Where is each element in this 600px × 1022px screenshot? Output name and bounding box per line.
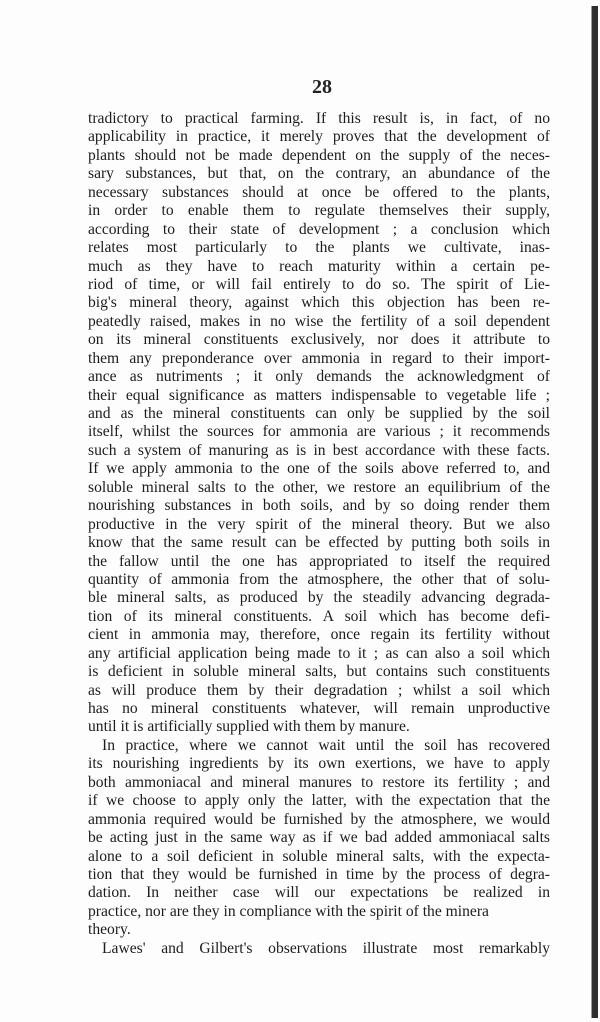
text-line: its nourishing ingredients by its own exertions, we have to apply [88,755,550,773]
text-line: be acting just in the same way as if we bad added ammoniacal salts [88,829,550,847]
text-line: tradictory to practical farming. If this result is, in fact, of no [88,110,550,127]
text-line: their equal significance as matters indispensable to vegetable life ; [88,386,550,404]
text-line: in order to enable them to regulate themselves their supply, [88,202,550,220]
text-line: as will produce them by their degradation ; whilst a soil which [88,681,550,699]
text-line: until it is artificially supplied with them by manure. [88,718,410,736]
text-line: tion that they would be furnished in time by the process of degra- [88,865,550,883]
text-line: theory. [88,921,131,939]
text-line: itself, whilst the sources for ammonia are various ; it recommends [88,423,550,441]
text-line: ble mineral salts, as produced by the steadily advancing degrada- [88,589,550,607]
text-line: on its mineral constituents exclusively, nor does it attribute to [88,331,550,349]
text-line: alone to a soil deficient in soluble mineral salts, with the expecta- [88,847,550,865]
text-line: nourishing substances in both soils, and by so doing render them [88,497,550,515]
text-line: cient in ammonia may, therefore, once regain its fertility without [88,626,550,644]
text-line: practice, nor are they in compliance with the spirit of the minera [88,902,489,920]
text-line: Lawes' and Gilbert's observations illustrate most remarkably [102,939,550,957]
text-line: dation. In neither case will our expectations be realized in [88,884,550,902]
text-line: soluble mineral salts to the other, we restore an equilibrium of the [88,478,550,496]
text-line: much as they have to reach maturity within a certain pe- [88,257,550,275]
text-line: ance as nutriments ; it only demands the acknowledgment of [88,368,550,386]
text-line: any artificial application being made to it ; as can also a soil which [88,644,550,662]
text-line: riod of time, or will fail entirely to do so. The spirit of Lie- [88,275,550,293]
text-line: If we apply ammonia to the one of the soils above referred to, and [88,460,550,478]
body-text [88,110,550,958]
book-spine [592,6,598,1018]
text-line: ammonia required would be furnished by the atmosphere, we would [88,810,550,828]
page-number: 28 [312,76,332,98]
text-line: plants should not be made dependent on the supply of the neces- [88,146,550,164]
text-line: according to their state of development ; a conclusion which [88,220,550,238]
text-line: relates most particularly to the plants we cultivate, inas- [88,239,550,257]
text-line: and as the mineral constituents can only be supplied by the soil [88,405,550,422]
text-line: productive in the very spirit of the mineral theory. But we also [88,515,550,533]
text-line: is deficient in soluble mineral salts, but contains such constituents [88,663,550,681]
text-line: the fallow until the one has appropriated to itself the required [88,552,550,570]
text-line: such a system of manuring as is in best accordance with these facts. [88,441,550,459]
text-line: applicability in practice, it merely proves that the development of [88,128,550,146]
text-line: big's mineral theory, against which this objection has been re- [88,294,550,312]
text-line: them any preponderance over ammonia in regard to their import- [88,349,550,367]
text-line: if we choose to apply only the latter, with the expectation that the [88,792,550,810]
text-line: has no mineral constituents whatever, will remain unproductive [88,700,550,717]
text-line: quantity of ammonia from the atmosphere, the other that of solu- [88,570,550,588]
text-line: In practice, where we cannot wait until the soil has recovered [102,736,550,754]
text-line: peatedly raised, makes in no wise the fertility of a soil dependent [88,312,550,330]
text-line: necessary substances should at once be offered to the plants, [88,183,550,201]
text-line: tion of its mineral constituents. A soil which has become defi- [88,607,550,625]
text-line: know that the same result can be effected by putting both soils in [88,534,550,552]
text-line: sary substances, but that, on the contrary, an abundance of the [88,165,550,183]
text-line: both ammoniacal and mineral manures to restore its fertility ; and [88,773,550,791]
